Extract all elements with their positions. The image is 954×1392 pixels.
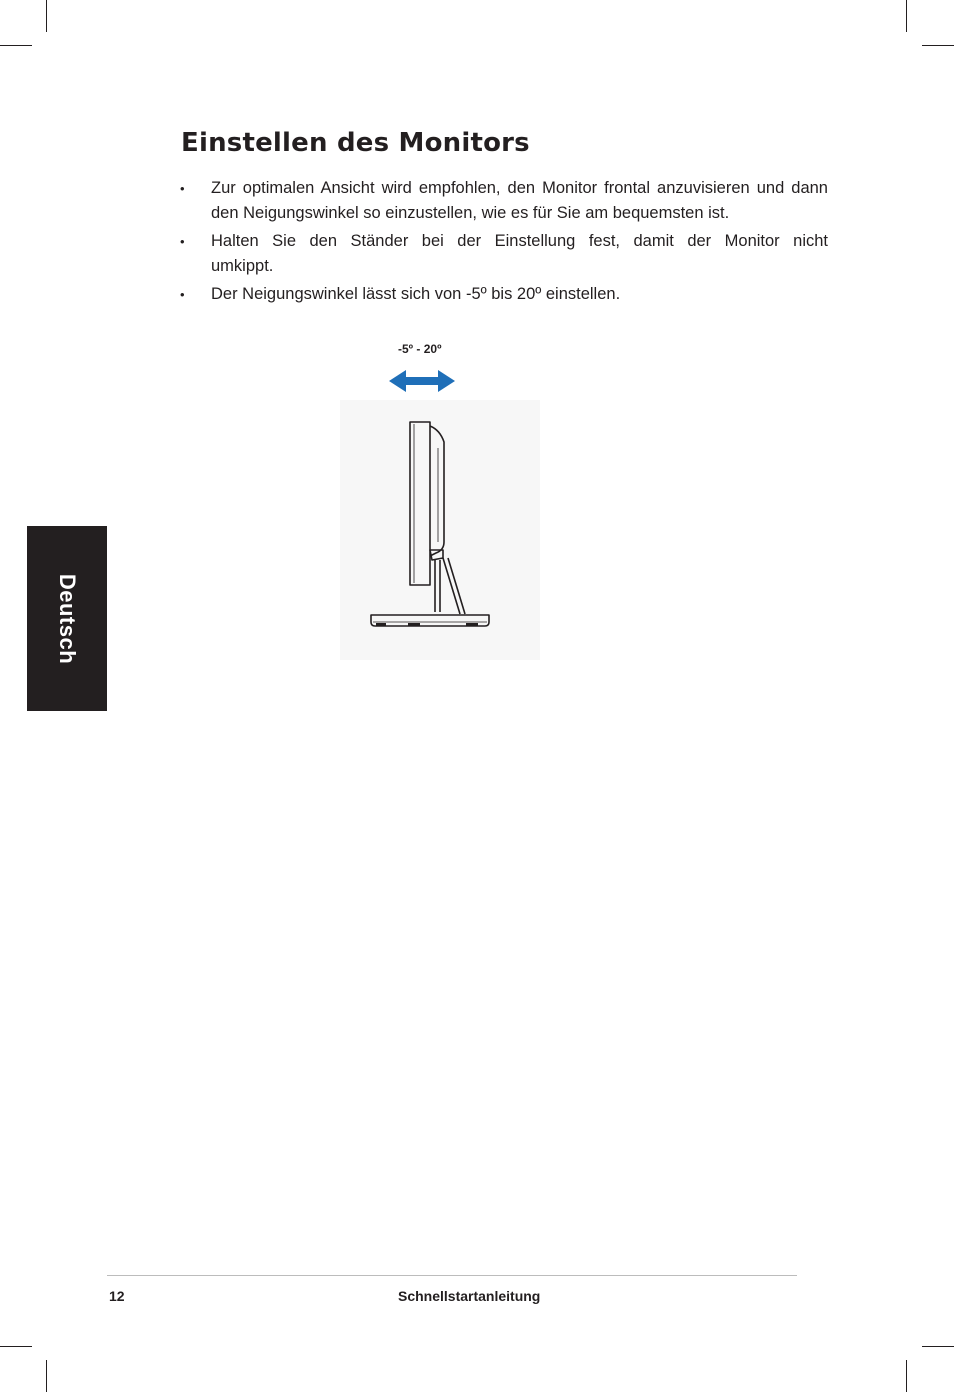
monitor-side-view-icon [340, 400, 540, 660]
bullet-text: Halten Sie den Ständer bei der Einstellung fest, damit der Monitor nicht umkippt. [211, 232, 828, 275]
crop-mark [906, 1360, 907, 1392]
list-item [180, 229, 828, 279]
crop-mark [922, 45, 954, 46]
page-number: 12 [109, 1288, 125, 1304]
list-item [180, 282, 828, 307]
list-item [180, 176, 828, 226]
language-tab-label: Deutsch [55, 573, 80, 664]
page-title: Einstellen des Monitors [181, 128, 530, 158]
bullet-icon: • [180, 181, 185, 196]
crop-mark [46, 0, 47, 32]
crop-mark [46, 1360, 47, 1392]
footer-guide-title: Schnellstartanleitung [398, 1288, 541, 1304]
crop-mark [922, 1346, 954, 1347]
double-arrow-icon [388, 368, 456, 394]
footer-divider [107, 1275, 797, 1276]
instruction-list [180, 176, 828, 310]
bullet-text: Zur optimalen Ansicht wird empfohlen, den Monitor frontal anzuvisieren und dann den Neigungswinkel so einzustellen, wie es für Sie am bequemsten ist. [211, 179, 828, 222]
bullet-icon: • [180, 287, 185, 302]
bullet-icon: • [180, 234, 185, 249]
crop-mark [906, 0, 907, 32]
crop-mark [0, 1346, 32, 1347]
bullet-text: Der Neigungswinkel lässt sich von -5º bis 20º einstellen. [211, 285, 621, 303]
tilt-angle-label: -5º - 20º [398, 342, 442, 356]
language-tab [27, 526, 107, 711]
crop-mark [0, 45, 32, 46]
